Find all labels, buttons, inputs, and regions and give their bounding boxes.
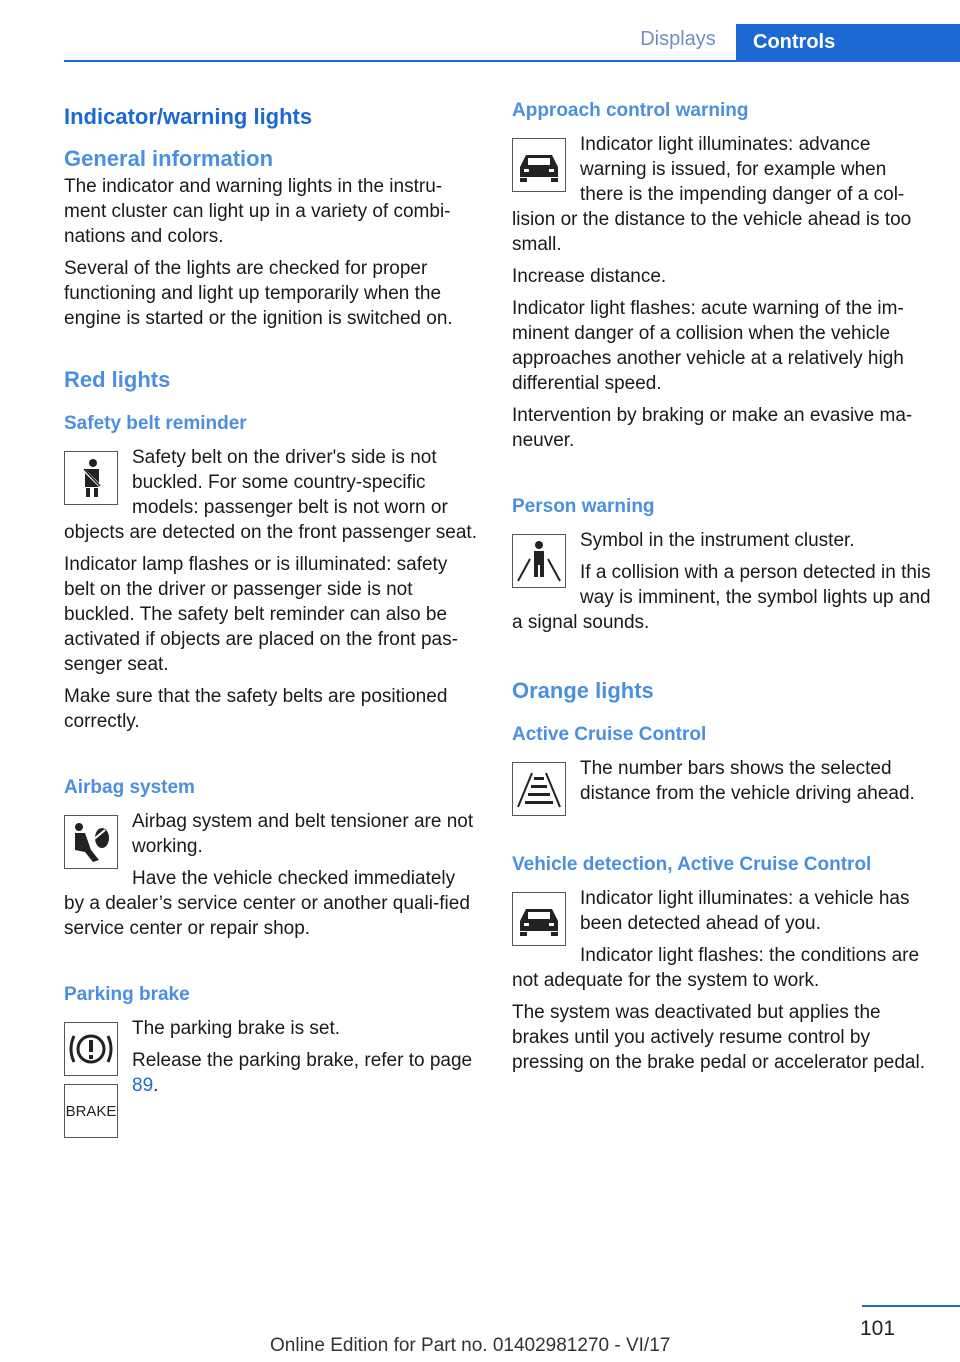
airbag-icon: [64, 815, 118, 869]
belt-reminder-heading: Safety belt reminder: [64, 413, 247, 434]
right-column: [512, 100, 932, 1082]
approach-section: [512, 132, 932, 264]
person-warning-section: [512, 528, 932, 642]
tab-controls[interactable]: Controls: [736, 24, 960, 62]
belt-paragraph-3: Make sure that the safety belts are positioned correctly.: [64, 686, 448, 732]
airbag-section: [64, 809, 478, 948]
vehicle-detection-heading: Vehicle detection, Active Cruise Control: [512, 854, 872, 875]
airbag-heading: Airbag system: [64, 777, 195, 798]
footer-rule: [862, 1305, 960, 1307]
belt-paragraph-2: Indicator lamp flashes or is illuminated: safety belt on the driver or passenger side is not buckled. The safety belt reminder can also be activated if objects are placed on the front pas-senger seat.: [64, 554, 458, 675]
brake-warning-icon: [64, 1022, 118, 1076]
belt-paragraph-1: Safety belt on the driver's side is not buckled. For some country-specific models: passenger belt is not worn or objects are detected on the front passenger seat.: [64, 447, 477, 543]
page-footer: [0, 1305, 960, 1362]
person-paragraph-1: Symbol in the instrument cluster.: [580, 530, 855, 551]
vd-paragraph-2: Indicator light flashes: the conditions are not adequate for the system to work.: [512, 945, 920, 991]
brake-text-icon: BRAKE: [64, 1084, 118, 1138]
acc-section: [512, 756, 932, 818]
general-paragraph-1: The indicator and warning lights in the instru-ment cluster can light up in a variety of combi-nations and colors.: [64, 176, 451, 247]
acc-paragraph-1: The number bars shows the selected distance from the vehicle driving ahead.: [580, 758, 915, 804]
airbag-paragraph-1: Airbag system and belt tensioner are not working.: [132, 811, 474, 857]
parking-paragraph-1: The parking brake is set.: [132, 1018, 341, 1039]
edition-note: Online Edition for Part no. 01402981270 - VI/17: [270, 1335, 671, 1356]
vehicle-detection-section: [512, 886, 932, 1000]
person-warning-heading: Person warning: [512, 496, 655, 517]
page-title: Indicator/warning lights: [64, 104, 313, 129]
page-reference-link[interactable]: 89: [132, 1075, 154, 1096]
belt-reminder-section: [64, 445, 478, 552]
car-ahead-icon: [512, 138, 566, 192]
page-number: 101: [860, 1317, 896, 1340]
general-paragraph-2: Several of the lights are checked for proper functioning and light up temporarily when the engine is started or the ignition is switched on.: [64, 258, 453, 329]
approach-paragraph-2: Increase distance.: [512, 266, 667, 287]
vd-paragraph-3: The system was deactivated but applies the brakes until you actively resume control by pressing on the brake pedal or accelerator pedal.: [512, 1002, 925, 1073]
vehicle-detected-icon: [512, 892, 566, 946]
parking-brake-heading: Parking brake: [64, 984, 190, 1005]
vd-paragraph-1: Indicator light illuminates: a vehicle has been detected ahead of you.: [580, 888, 910, 934]
orange-lights-heading: Orange lights: [512, 678, 654, 703]
acc-heading: Active Cruise Control: [512, 724, 707, 745]
distance-bars-icon: [512, 762, 566, 816]
approach-paragraph-4: Intervention by braking or make an evasive ma-neuver.: [512, 405, 913, 451]
person-paragraph-2: If a collision with a person detected in this way is imminent, the symbol lights up and a signal sounds.: [512, 562, 931, 633]
left-column: [64, 100, 478, 1146]
seatbelt-icon: [64, 451, 118, 505]
parking-brake-section: [64, 1016, 478, 1146]
airbag-paragraph-2: Have the vehicle checked immediately by a dealer’s service center or another quali-fied service center or repair shop.: [64, 868, 470, 939]
tab-displays[interactable]: Displays: [640, 28, 716, 50]
red-lights-heading: Red lights: [64, 367, 171, 392]
pedestrian-icon: [512, 534, 566, 588]
parking-paragraph-2: Release the parking brake, refer to page 89.: [132, 1050, 473, 1096]
approach-heading: Approach control warning: [512, 100, 749, 121]
approach-paragraph-1: Indicator light illuminates: advance warning is issued, for example when there is the impending danger of a col-lision or the distance to the vehicle ahead is too small.: [512, 134, 912, 255]
general-heading: General information: [64, 146, 274, 171]
approach-paragraph-3: Indicator light flashes: acute warning of the im-minent danger of a collision when the vehicle approaches another vehicle at a relatively high differential speed.: [512, 298, 904, 394]
